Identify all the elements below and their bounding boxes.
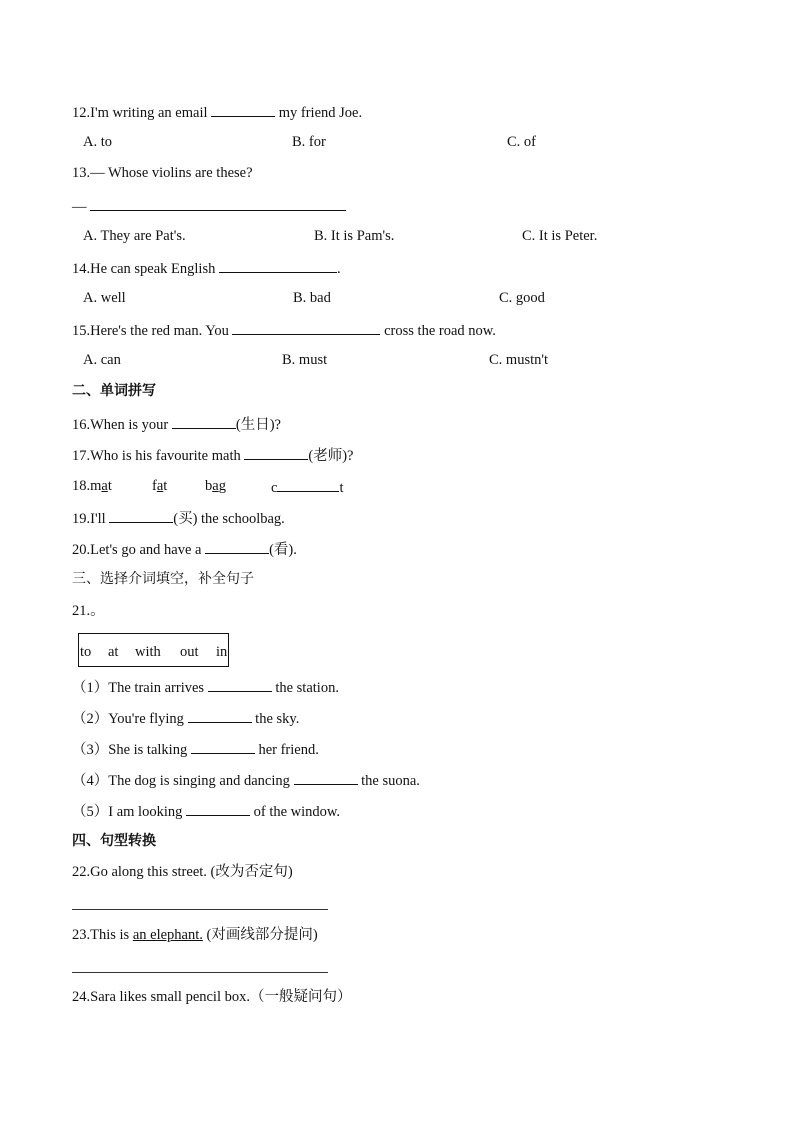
q21-item-5	[72, 801, 340, 821]
q13-answer-line	[72, 196, 346, 216]
q18-word-2-post: t	[163, 478, 168, 494]
q21-item-4-end: the suona.	[357, 773, 420, 789]
q21-item-1-blank[interactable]	[208, 677, 272, 692]
q18-word-2	[152, 477, 167, 495]
q13-dash: —	[72, 199, 87, 215]
q12-option-a[interactable]: A. to	[83, 134, 112, 150]
q17-stem-start: 17.Who is his favourite math	[72, 448, 245, 464]
q18-word-2-pre: f	[152, 478, 157, 494]
question-16	[72, 414, 281, 434]
q21-item-3-end: her friend.	[254, 742, 319, 758]
q21-item-4	[72, 770, 420, 790]
q21-item-2-start: （2）You're flying	[72, 711, 188, 727]
q13-option-c[interactable]: C. It is Peter.	[522, 228, 598, 244]
q14-option-a[interactable]: A. well	[83, 290, 126, 306]
q21-item-1-start: （1）The train arrives	[72, 680, 208, 696]
q23-answer-line[interactable]	[72, 972, 328, 973]
q13-option-b[interactable]: B. It is Pam's.	[314, 228, 395, 244]
q12-stem-end: my friend Joe.	[275, 105, 363, 121]
q15-option-b[interactable]: B. must	[282, 352, 328, 368]
q16-stem-end: (生日)?	[235, 417, 281, 433]
question-12	[72, 102, 362, 122]
q17-blank[interactable]	[244, 445, 308, 460]
q21-item-2-end: the sky.	[251, 711, 300, 727]
q12-option-c[interactable]: C. of	[507, 134, 536, 150]
q20-blank[interactable]	[205, 539, 269, 554]
section-2-title: 二、单词拼写	[72, 383, 156, 399]
q18-word-3-underlined: a	[212, 478, 219, 494]
q13-option-a[interactable]: A. They are Pat's.	[83, 228, 186, 244]
q12-stem-start: 12.I'm writing an email	[72, 105, 212, 121]
q14-option-c[interactable]: C. good	[499, 290, 545, 306]
q18-blank-post: t	[339, 480, 344, 496]
question-18	[72, 477, 344, 496]
question-21: 21.。	[72, 603, 105, 619]
q12-option-b[interactable]: B. for	[292, 134, 326, 150]
q18-word-4	[271, 477, 343, 497]
word-bank-box	[78, 633, 229, 667]
q18-word-3	[205, 477, 226, 495]
question-14	[72, 258, 341, 278]
q21-item-1	[72, 677, 339, 697]
q20-stem-start: 20.Let's go and have a	[72, 542, 206, 558]
q18-blank-pre: c	[271, 480, 278, 496]
q12-blank[interactable]	[211, 102, 275, 117]
q15-option-a[interactable]: A. can	[83, 352, 121, 368]
q21-item-3-blank[interactable]	[191, 739, 255, 754]
section-4-title: 四、句型转换	[72, 833, 156, 849]
q15-stem-start: 15.Here's the red man. You	[72, 323, 233, 339]
q19-blank[interactable]	[109, 508, 173, 523]
q21-item-3	[72, 739, 319, 759]
q23-stem-start: 23.This is	[72, 927, 133, 943]
q18-blank[interactable]	[277, 477, 339, 492]
q21-item-3-start: （3）She is talking	[72, 742, 191, 758]
q18-word-3-pre: b	[205, 478, 213, 494]
q21-item-2-blank[interactable]	[188, 708, 252, 723]
q16-blank[interactable]	[172, 414, 236, 429]
q15-option-c[interactable]: C. mustn't	[489, 352, 549, 368]
section-3-title: 三、选择介词填空，补全句子	[72, 571, 254, 587]
question-23	[72, 926, 318, 944]
q21-item-2	[72, 708, 299, 728]
q19-stem-start: 19.I'll	[72, 511, 110, 527]
q23-underlined-part: an elephant.	[132, 927, 203, 943]
q20-stem-end: (看).	[269, 542, 297, 558]
q21-item-5-start: （5）I am looking	[72, 804, 186, 820]
word-bank-word: at	[108, 644, 119, 660]
word-bank-word: to	[80, 644, 92, 660]
q14-blank[interactable]	[219, 258, 337, 273]
q21-item-5-blank[interactable]	[186, 801, 250, 816]
q21-item-1-end: the station.	[271, 680, 339, 696]
question-19	[72, 508, 285, 528]
question-24: 24.Sara likes small pencil box.（一般疑问句）	[72, 989, 352, 1005]
word-bank-word: out	[180, 644, 199, 660]
q18-word-1-post: t	[107, 478, 112, 494]
question-13: 13.— Whose violins are these?	[72, 165, 253, 181]
q15-blank[interactable]	[232, 320, 380, 335]
q18-number: 18.	[72, 478, 91, 494]
q17-stem-end: (老师)?	[308, 448, 354, 464]
q14-stem-end: .	[336, 261, 341, 277]
q18-word-1-pre: m	[90, 478, 102, 494]
question-22: 22.Go along this street. (改为否定句)	[72, 864, 293, 880]
q14-option-b[interactable]: B. bad	[293, 290, 331, 306]
q18-word-1	[90, 478, 112, 494]
q21-item-4-start: （4）The dog is singing and dancing	[72, 773, 294, 789]
q16-stem-start: 16.When is your	[72, 417, 172, 433]
q15-stem-end: cross the road now.	[380, 323, 496, 339]
word-bank-word: in	[216, 644, 228, 660]
q21-item-5-end: of the window.	[249, 804, 341, 820]
q19-stem-end: (买) the schoolbag.	[173, 511, 285, 527]
q18-word-1-underlined: a	[101, 478, 108, 494]
q23-stem-end: (对画线部分提问)	[202, 927, 318, 943]
question-15	[72, 320, 496, 340]
question-17	[72, 445, 353, 465]
q22-answer-line[interactable]	[72, 909, 328, 910]
q14-stem-start: 14.He can speak English	[72, 261, 219, 277]
word-bank-word: with	[135, 644, 161, 660]
q18-word-3-post: g	[218, 478, 226, 494]
q21-item-4-blank[interactable]	[294, 770, 358, 785]
q18-word-2-underlined: a	[156, 478, 164, 494]
q13-blank[interactable]	[90, 196, 346, 211]
question-20	[72, 539, 297, 559]
